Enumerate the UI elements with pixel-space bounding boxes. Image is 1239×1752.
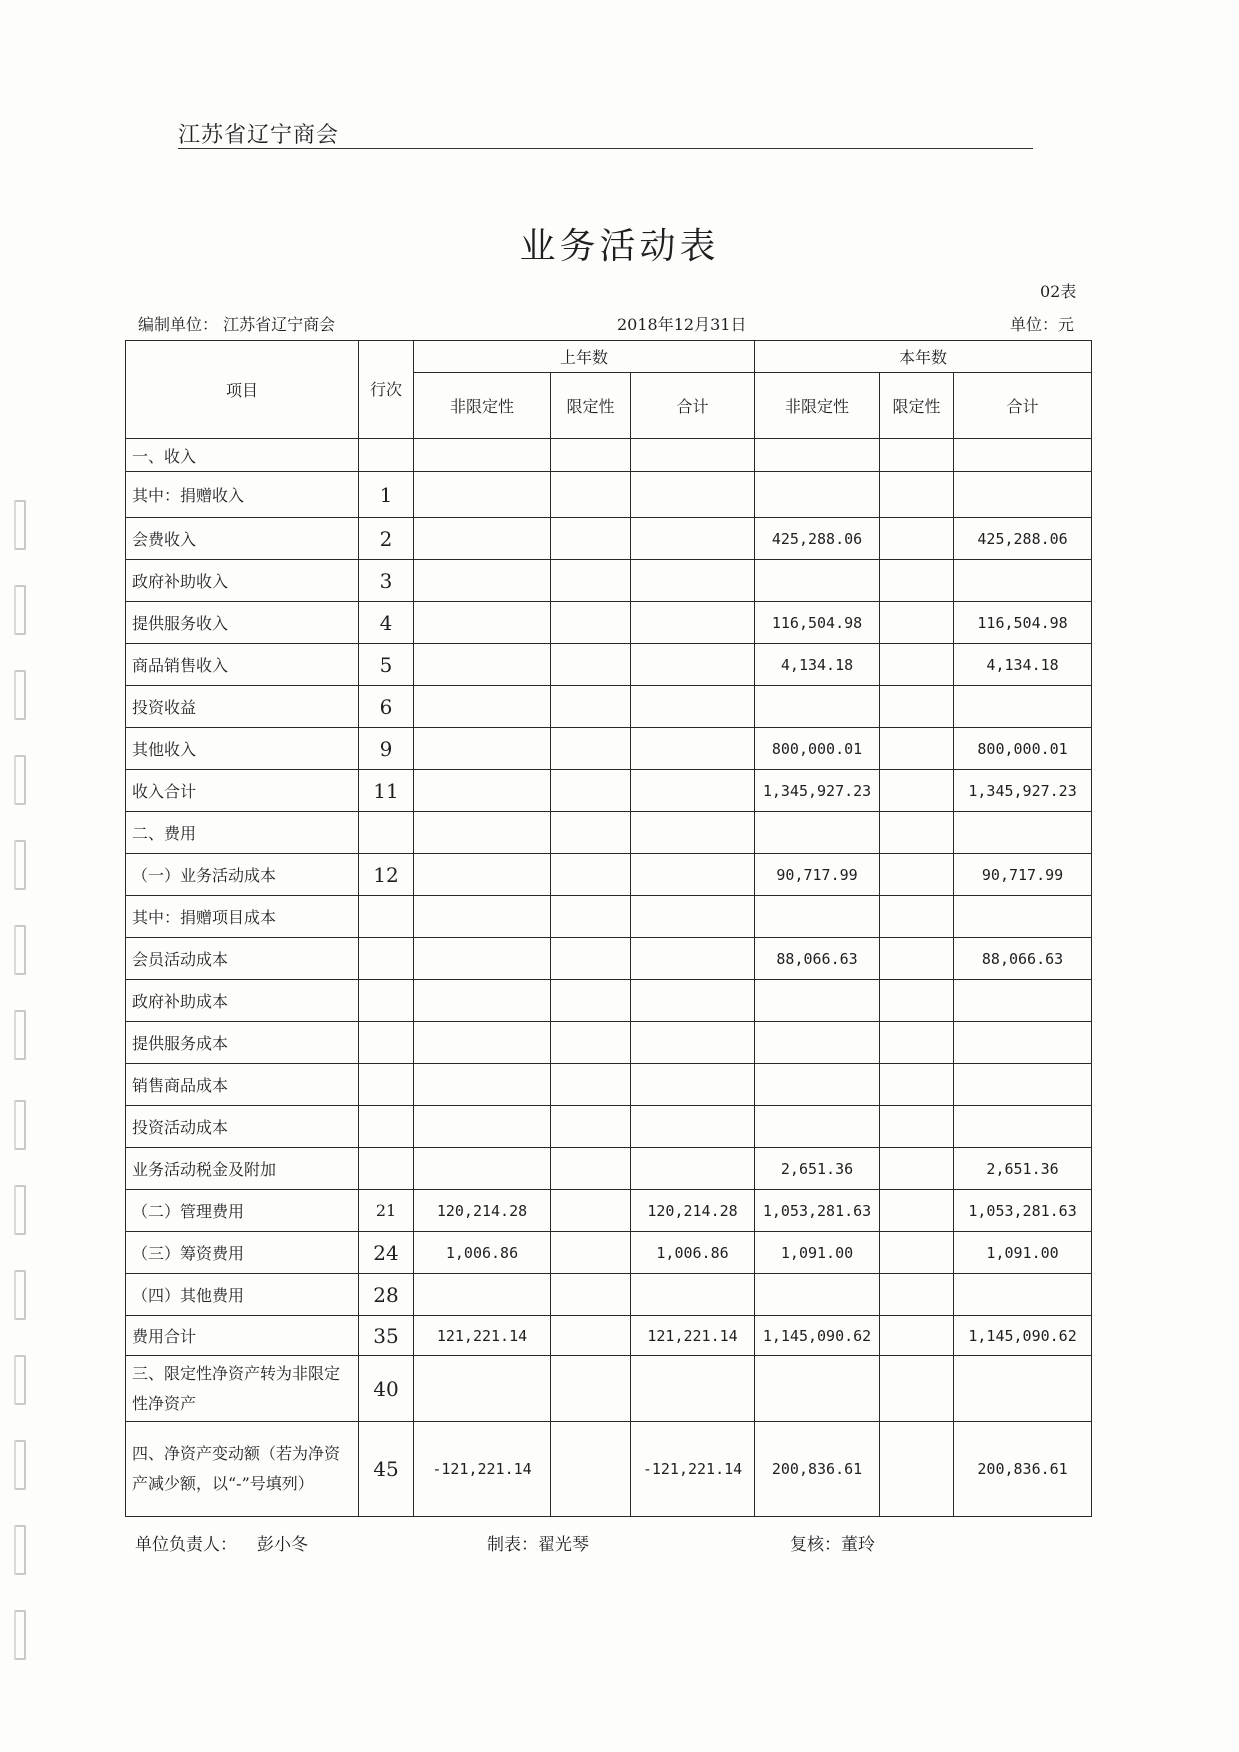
cell-p-total xyxy=(631,439,755,472)
cell-c-unres: 1,091.00 xyxy=(755,1232,880,1274)
table-row xyxy=(126,938,1092,980)
cell-p-unres xyxy=(414,938,551,980)
cell-p-unres xyxy=(414,812,551,854)
cell-p-unres: 120,214.28 xyxy=(414,1190,551,1232)
cell-c-res xyxy=(880,1064,954,1106)
cell-c-res xyxy=(880,1274,954,1316)
header-rule xyxy=(178,148,1033,149)
cell-c-unres xyxy=(755,560,880,602)
cell-p-res xyxy=(551,896,631,938)
binding-hole xyxy=(14,840,26,890)
footer-maker-label: 制表： xyxy=(487,1535,538,1555)
cell-c-total xyxy=(954,1106,1092,1148)
cell-p-res xyxy=(551,770,631,812)
header-current-year: 本年数 xyxy=(755,341,1092,373)
row-item-label: （四）其他费用 xyxy=(126,1274,359,1316)
cell-p-res xyxy=(551,439,631,472)
row-item-label: （二）管理费用 xyxy=(126,1190,359,1232)
cell-c-total xyxy=(954,472,1092,518)
row-item-label: 提供服务成本 xyxy=(126,1022,359,1064)
binding-hole xyxy=(14,1610,26,1660)
cell-c-res xyxy=(880,770,954,812)
table-row xyxy=(126,854,1092,896)
cell-c-total xyxy=(954,812,1092,854)
cell-p-res xyxy=(551,472,631,518)
row-item-label: 四、净资产变动额（若为净资产减少额，以“-”号填列） xyxy=(126,1422,359,1517)
cell-p-unres xyxy=(414,518,551,560)
cell-p-total xyxy=(631,938,755,980)
cell-p-res xyxy=(551,1106,631,1148)
row-line-number xyxy=(359,1022,414,1064)
cell-c-res xyxy=(880,812,954,854)
row-item-label: 投资活动成本 xyxy=(126,1106,359,1148)
cell-p-total xyxy=(631,560,755,602)
cell-p-res xyxy=(551,1232,631,1274)
unit-value: 元 xyxy=(1058,315,1075,334)
footer-head-value: 彭小冬 xyxy=(257,1535,308,1555)
binding-hole xyxy=(14,1185,26,1235)
cell-c-unres: 1,053,281.63 xyxy=(755,1190,880,1232)
cell-c-res xyxy=(880,518,954,560)
cell-p-unres: 121,221.14 xyxy=(414,1316,551,1356)
cell-c-unres xyxy=(755,472,880,518)
cell-c-res xyxy=(880,1148,954,1190)
footer-reviewer xyxy=(790,1530,875,1555)
cell-c-unres xyxy=(755,1274,880,1316)
cell-c-total: 1,145,090.62 xyxy=(954,1316,1092,1356)
row-line-number: 40 xyxy=(359,1356,414,1422)
cell-p-total xyxy=(631,980,755,1022)
header-prior-total: 合计 xyxy=(631,373,755,439)
table-row xyxy=(126,1274,1092,1316)
cell-c-unres xyxy=(755,812,880,854)
table-body xyxy=(126,439,1092,1517)
row-item-label: 一、收入 xyxy=(126,439,359,472)
cell-p-res xyxy=(551,1022,631,1064)
binding-hole xyxy=(14,585,26,635)
cell-c-unres xyxy=(755,896,880,938)
cell-c-total xyxy=(954,1022,1092,1064)
table-row xyxy=(126,1232,1092,1274)
row-line-number xyxy=(359,896,414,938)
binding-hole xyxy=(14,755,26,805)
cell-c-res xyxy=(880,686,954,728)
binding-hole xyxy=(14,1355,26,1405)
row-item-label: 政府补助收入 xyxy=(126,560,359,602)
row-item-label: 费用合计 xyxy=(126,1316,359,1356)
prepared-by-value: 江苏省辽宁商会 xyxy=(223,315,336,334)
row-line-number: 3 xyxy=(359,560,414,602)
cell-p-unres xyxy=(414,686,551,728)
cell-c-res xyxy=(880,602,954,644)
cell-p-res xyxy=(551,644,631,686)
table-row xyxy=(126,472,1092,518)
cell-p-unres xyxy=(414,896,551,938)
activity-statement-table xyxy=(125,340,1092,1517)
cell-c-total: 425,288.06 xyxy=(954,518,1092,560)
cell-p-unres xyxy=(414,472,551,518)
cell-p-res xyxy=(551,938,631,980)
table-row xyxy=(126,560,1092,602)
cell-p-total: -121,221.14 xyxy=(631,1422,755,1517)
row-line-number: 4 xyxy=(359,602,414,644)
cell-p-unres: -121,221.14 xyxy=(414,1422,551,1517)
cell-c-unres: 116,504.98 xyxy=(755,602,880,644)
cell-c-total: 4,134.18 xyxy=(954,644,1092,686)
cell-p-total xyxy=(631,644,755,686)
cell-c-total: 1,053,281.63 xyxy=(954,1190,1092,1232)
row-line-number xyxy=(359,812,414,854)
row-item-label: 商品销售收入 xyxy=(126,644,359,686)
cell-p-total xyxy=(631,518,755,560)
table-row xyxy=(126,686,1092,728)
cell-c-total xyxy=(954,1274,1092,1316)
cell-c-unres xyxy=(755,1064,880,1106)
cell-c-total: 200,836.61 xyxy=(954,1422,1092,1517)
row-line-number xyxy=(359,439,414,472)
footer-maker xyxy=(487,1530,589,1555)
cell-c-res xyxy=(880,1232,954,1274)
footer-maker-value: 翟光琴 xyxy=(538,1535,589,1555)
cell-p-total xyxy=(631,686,755,728)
cell-c-res xyxy=(880,1190,954,1232)
cell-p-unres xyxy=(414,644,551,686)
footer-reviewer-value: 董玲 xyxy=(841,1535,875,1555)
cell-c-total: 800,000.01 xyxy=(954,728,1092,770)
row-item-label: 二、费用 xyxy=(126,812,359,854)
table-row xyxy=(126,439,1092,472)
cell-c-unres xyxy=(755,1356,880,1422)
cell-p-res xyxy=(551,518,631,560)
table-row xyxy=(126,770,1092,812)
row-line-number: 28 xyxy=(359,1274,414,1316)
currency-unit xyxy=(1010,312,1074,335)
table-row xyxy=(126,1106,1092,1148)
row-item-label: 政府补助成本 xyxy=(126,980,359,1022)
cell-p-unres xyxy=(414,1106,551,1148)
row-item-label: 其中：捐赠项目成本 xyxy=(126,896,359,938)
cell-c-res xyxy=(880,439,954,472)
cell-p-total: 121,221.14 xyxy=(631,1316,755,1356)
cell-p-total xyxy=(631,1022,755,1064)
cell-p-res xyxy=(551,686,631,728)
row-item-label: 三、限定性净资产转为非限定性净资产 xyxy=(126,1356,359,1422)
cell-p-total xyxy=(631,1356,755,1422)
table-row xyxy=(126,1356,1092,1422)
cell-c-res xyxy=(880,980,954,1022)
cell-p-res xyxy=(551,1064,631,1106)
cell-c-total: 90,717.99 xyxy=(954,854,1092,896)
cell-c-total xyxy=(954,1064,1092,1106)
row-line-number: 21 xyxy=(359,1190,414,1232)
cell-c-res xyxy=(880,854,954,896)
cell-c-unres xyxy=(755,980,880,1022)
cell-p-unres xyxy=(414,439,551,472)
table-row xyxy=(126,1064,1092,1106)
cell-c-unres: 2,651.36 xyxy=(755,1148,880,1190)
cell-c-unres: 4,134.18 xyxy=(755,644,880,686)
header-prior-unrestricted: 非限定性 xyxy=(414,373,551,439)
cell-c-total: 88,066.63 xyxy=(954,938,1092,980)
cell-p-unres xyxy=(414,560,551,602)
cell-c-unres: 1,345,927.23 xyxy=(755,770,880,812)
cell-p-res xyxy=(551,812,631,854)
header-item: 项目 xyxy=(126,341,359,439)
binding-hole xyxy=(14,500,26,550)
cell-p-total xyxy=(631,1148,755,1190)
cell-c-res xyxy=(880,1022,954,1064)
row-line-number xyxy=(359,1064,414,1106)
unit-label: 单位： xyxy=(1010,315,1059,334)
table-row xyxy=(126,812,1092,854)
row-line-number: 6 xyxy=(359,686,414,728)
cell-c-unres xyxy=(755,1106,880,1148)
org-header: 江苏省辽宁商会 xyxy=(178,123,340,148)
cell-c-res xyxy=(880,560,954,602)
row-line-number xyxy=(359,938,414,980)
footer-reviewer-label: 复核： xyxy=(790,1535,841,1555)
cell-c-unres: 800,000.01 xyxy=(755,728,880,770)
form-number: 02表 xyxy=(1040,282,1077,301)
row-line-number: 5 xyxy=(359,644,414,686)
cell-p-total xyxy=(631,472,755,518)
footer-head-label: 单位负责人： xyxy=(135,1535,237,1555)
row-line-number: 11 xyxy=(359,770,414,812)
cell-p-unres xyxy=(414,728,551,770)
row-item-label: 提供服务收入 xyxy=(126,602,359,644)
cell-c-unres xyxy=(755,686,880,728)
cell-p-total xyxy=(631,728,755,770)
cell-p-unres: 1,006.86 xyxy=(414,1232,551,1274)
row-item-label: 销售商品成本 xyxy=(126,1064,359,1106)
table-row xyxy=(126,1022,1092,1064)
cell-c-res xyxy=(880,1316,954,1356)
cell-p-unres xyxy=(414,770,551,812)
cell-c-total xyxy=(954,686,1092,728)
cell-p-res xyxy=(551,1316,631,1356)
cell-c-unres xyxy=(755,1022,880,1064)
cell-c-unres: 90,717.99 xyxy=(755,854,880,896)
header-current-unrestricted: 非限定性 xyxy=(755,373,880,439)
cell-p-res xyxy=(551,1190,631,1232)
row-line-number: 12 xyxy=(359,854,414,896)
cell-p-total: 120,214.28 xyxy=(631,1190,755,1232)
row-item-label: 会员活动成本 xyxy=(126,938,359,980)
table-row xyxy=(126,896,1092,938)
cell-c-res xyxy=(880,1422,954,1517)
cell-c-total xyxy=(954,1356,1092,1422)
table-row xyxy=(126,1422,1092,1517)
row-line-number: 1 xyxy=(359,472,414,518)
cell-p-total xyxy=(631,1274,755,1316)
cell-c-res xyxy=(880,896,954,938)
table-row xyxy=(126,1190,1092,1232)
cell-p-res xyxy=(551,1148,631,1190)
cell-c-unres: 1,145,090.62 xyxy=(755,1316,880,1356)
cell-c-unres: 88,066.63 xyxy=(755,938,880,980)
row-item-label: 业务活动税金及附加 xyxy=(126,1148,359,1190)
cell-p-res xyxy=(551,1356,631,1422)
cell-c-total xyxy=(954,980,1092,1022)
row-line-number: 45 xyxy=(359,1422,414,1517)
row-line-number: 9 xyxy=(359,728,414,770)
cell-c-total xyxy=(954,896,1092,938)
cell-p-unres xyxy=(414,602,551,644)
cell-p-total xyxy=(631,602,755,644)
table-row xyxy=(126,1148,1092,1190)
header-prior-year: 上年数 xyxy=(414,341,755,373)
cell-p-unres xyxy=(414,854,551,896)
cell-c-unres xyxy=(755,439,880,472)
row-item-label: （一）业务活动成本 xyxy=(126,854,359,896)
row-item-label: 会费收入 xyxy=(126,518,359,560)
cell-p-total xyxy=(631,854,755,896)
cell-p-unres xyxy=(414,1356,551,1422)
cell-c-res xyxy=(880,938,954,980)
cell-c-res xyxy=(880,728,954,770)
row-item-label: 其他收入 xyxy=(126,728,359,770)
row-item-label: 投资收益 xyxy=(126,686,359,728)
header-current-total: 合计 xyxy=(954,373,1092,439)
cell-p-total xyxy=(631,896,755,938)
row-item-label: 收入合计 xyxy=(126,770,359,812)
binding-hole xyxy=(14,925,26,975)
table-row xyxy=(126,980,1092,1022)
table-row xyxy=(126,518,1092,560)
binding-hole xyxy=(14,670,26,720)
binding-hole xyxy=(14,1525,26,1575)
table-row xyxy=(126,644,1092,686)
page-title: 业务活动表 xyxy=(519,226,720,267)
cell-p-unres xyxy=(414,1064,551,1106)
header-current-restricted: 限定性 xyxy=(880,373,954,439)
table-row xyxy=(126,728,1092,770)
cell-p-total xyxy=(631,1106,755,1148)
table-row xyxy=(126,602,1092,644)
binding-hole xyxy=(14,1440,26,1490)
header-prior-restricted: 限定性 xyxy=(551,373,631,439)
cell-c-res xyxy=(880,1106,954,1148)
row-line-number: 35 xyxy=(359,1316,414,1356)
row-line-number xyxy=(359,1148,414,1190)
row-line-number: 24 xyxy=(359,1232,414,1274)
cell-p-total xyxy=(631,812,755,854)
report-date: 2018年12月31日 xyxy=(617,315,747,334)
cell-c-res xyxy=(880,1356,954,1422)
prepared-by-label: 编制单位： xyxy=(138,315,219,334)
cell-p-res xyxy=(551,602,631,644)
cell-c-total: 1,345,927.23 xyxy=(954,770,1092,812)
row-line-number xyxy=(359,980,414,1022)
binding-hole xyxy=(14,1010,26,1060)
cell-p-total xyxy=(631,1064,755,1106)
cell-c-total: 116,504.98 xyxy=(954,602,1092,644)
cell-p-res xyxy=(551,854,631,896)
cell-c-res xyxy=(880,644,954,686)
cell-c-unres: 200,836.61 xyxy=(755,1422,880,1517)
cell-p-unres xyxy=(414,1022,551,1064)
row-line-number: 2 xyxy=(359,518,414,560)
cell-p-res xyxy=(551,1274,631,1316)
cell-p-unres xyxy=(414,980,551,1022)
cell-c-total: 1,091.00 xyxy=(954,1232,1092,1274)
row-line-number xyxy=(359,1106,414,1148)
row-item-label: （三）筹资费用 xyxy=(126,1232,359,1274)
cell-c-total: 2,651.36 xyxy=(954,1148,1092,1190)
binding-hole xyxy=(14,1270,26,1320)
cell-p-unres xyxy=(414,1148,551,1190)
cell-c-unres: 425,288.06 xyxy=(755,518,880,560)
binding-hole xyxy=(14,1100,26,1150)
cell-p-total xyxy=(631,770,755,812)
cell-p-res xyxy=(551,728,631,770)
prepared-by xyxy=(138,312,335,335)
cell-p-res xyxy=(551,1422,631,1517)
cell-c-total xyxy=(954,560,1092,602)
cell-c-res xyxy=(880,472,954,518)
row-item-label: 其中：捐赠收入 xyxy=(126,472,359,518)
cell-p-total: 1,006.86 xyxy=(631,1232,755,1274)
header-line-no: 行次 xyxy=(359,341,414,439)
cell-p-unres xyxy=(414,1274,551,1316)
cell-p-res xyxy=(551,980,631,1022)
cell-p-res xyxy=(551,560,631,602)
footer-head xyxy=(135,1530,308,1555)
cell-c-total xyxy=(954,439,1092,472)
table-row xyxy=(126,1316,1092,1356)
